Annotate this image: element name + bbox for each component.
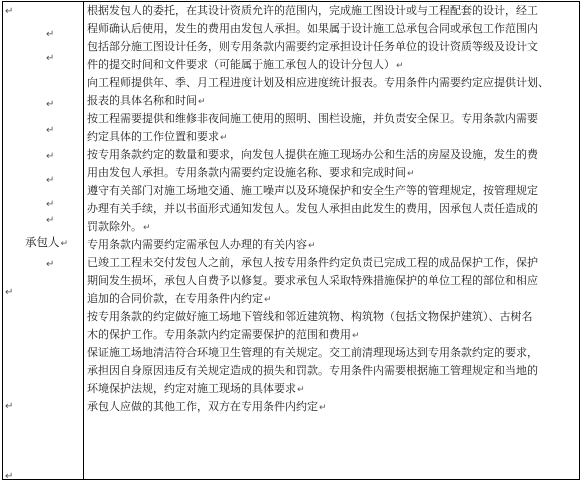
paragraph-mark: ↵ [5,6,14,17]
text-line-content: 追加的合同价款，在专用条件内约定 [87,292,263,305]
text-line [87,326,579,344]
paragraph-mark: ↵ [319,403,327,413]
text-line: 已竣工工程未交付发包人之前，承包人按专用条件约定负责已完成工程的成品保护工作，保护 [87,256,538,269]
text-line [87,164,579,182]
paragraph-mark: ↵ [396,61,404,71]
text-line-content: 约定具体的工作位置和要求 [87,130,219,143]
text-line: 包括部分施工图设计任务，则专用条款内需要约定承担设计任务单位的设计资质等级及设计文 [87,40,538,53]
paragraph-mark: ↵ [46,125,55,136]
text-line: 按专用条款的约定做好施工场地下管线和邻近建筑物、构筑物（包括文物保护建筑）、古树名 [87,310,533,323]
paragraph-mark: ↵ [46,99,55,110]
text-line [87,92,579,110]
text-line [87,128,579,146]
paragraph-mark: ↵ [46,259,55,270]
paragraph-mark: ↵ [220,133,228,143]
text-line: 承担因自身原因违反有关规定造成的损失和罚款。专用条件内需要根据施工管理规定和当地的 [87,364,538,377]
text-line: 遵守有关部门对施工场地交通、施工噪声以及环境保护和安全生产等的管理规定，按管理规定 [87,184,538,197]
text-line: 保证施工场地清洁符合环境卫生管理的有关规定。交工前清理现场达到专用条款约定的要求， [87,346,538,359]
text-line: 按工程需要提供和维修非夜间施工使用的照明、围栏设施，并负责安全保卫。专用条款内需要 [87,112,538,125]
paragraph-mark: ↵ [5,471,14,482]
text-line: 办理有关手续，并以书面形式通知发包人。发包人承担由此发生的费用，因承包人责任造成的 [87,202,538,215]
text-line-content: 罚款除外。 [87,220,142,233]
text-line-content: 环境保护法规，约定对施工现场的具体要求 [87,382,296,395]
paragraph-mark: ↵ [264,295,272,305]
paragraph-mark: ↵ [407,169,415,179]
paragraph-mark: ↵ [46,151,55,162]
text-line [87,56,579,74]
text-line-content: 报表的具体名称和时间 [87,94,197,107]
duty-paragraph-protection [87,254,579,308]
text-line: 按专用条款约定的数量和要求，向发包人提供在施工现场办公和生活的房屋及设施，发生的费 [87,148,538,161]
text-line [87,236,579,254]
paragraph-mark: ↵ [198,97,206,107]
duty-paragraph-procedures [87,236,579,254]
text-line: 向工程师提供年、季、月工程进度计划及相应进度统计报表。专用条件内需要约定应提供计划、 [87,76,549,89]
duty-paragraph-regulations [87,182,579,236]
text-line: 根据发包人的委托，在其设计资质允许的范围内，完成施工图设计或与工程配套的设计，经工 [87,4,538,17]
text-line-content: 件的提交时间和文件要求（可能属于施工承包人的设计分包人） [87,58,395,71]
duty-paragraph-cleanliness [87,344,579,398]
paragraph-mark: ↵ [46,199,55,210]
duty-paragraph-other [87,398,579,416]
party-column [3,2,84,482]
duty-paragraph-schedule [87,74,579,110]
paragraph-mark: ↵ [5,401,14,412]
duty-paragraph-facilities [87,146,579,182]
paragraph-mark: ↵ [352,331,360,341]
text-line-content: 用由发包人承担。专用条款内需要约定设施名称、要求和完成时间 [87,166,406,179]
paragraph-mark: ↵ [308,241,316,251]
paragraph-mark: ↵ [60,239,69,249]
text-line [87,218,579,236]
text-line [87,290,579,308]
duty-paragraph-lighting [87,110,579,146]
text-line [87,398,579,416]
paragraph-mark: ↵ [46,215,55,226]
paragraph-mark: ↵ [46,53,55,64]
text-line-content: 专用条款内需要约定需承包人办理的有关内容 [87,238,307,251]
paragraph-mark: ↵ [143,223,151,233]
text-line: 期间发生损坏，承包人自费予以修复。要求承包人采取特殊措施保护的单位工程的部位和相应 [87,274,538,287]
duty-paragraph-pipelines [87,308,579,344]
paragraph-mark: ↵ [46,175,55,186]
paragraph-mark: ↵ [297,385,305,395]
text-line-content: 承包人应做的其他工作，双方在专用条件内约定 [87,400,318,413]
contractor-duties-table [2,1,580,480]
paragraph-mark: ↵ [46,29,55,40]
duty-paragraph-design [87,2,579,74]
party-label [25,234,68,250]
paragraph-mark: ↵ [5,287,14,298]
text-line [87,380,579,398]
text-line: 程师确认后使用，发生的费用由发包人承担。如果属于设计施工总承包合同或承包工作范围内 [87,22,538,35]
party-label-text: 承包人 [25,235,60,249]
duties-column [84,2,579,479]
text-line-content: 木的保护工作。专用条款内约定需要保护的范围和费用 [87,328,351,341]
